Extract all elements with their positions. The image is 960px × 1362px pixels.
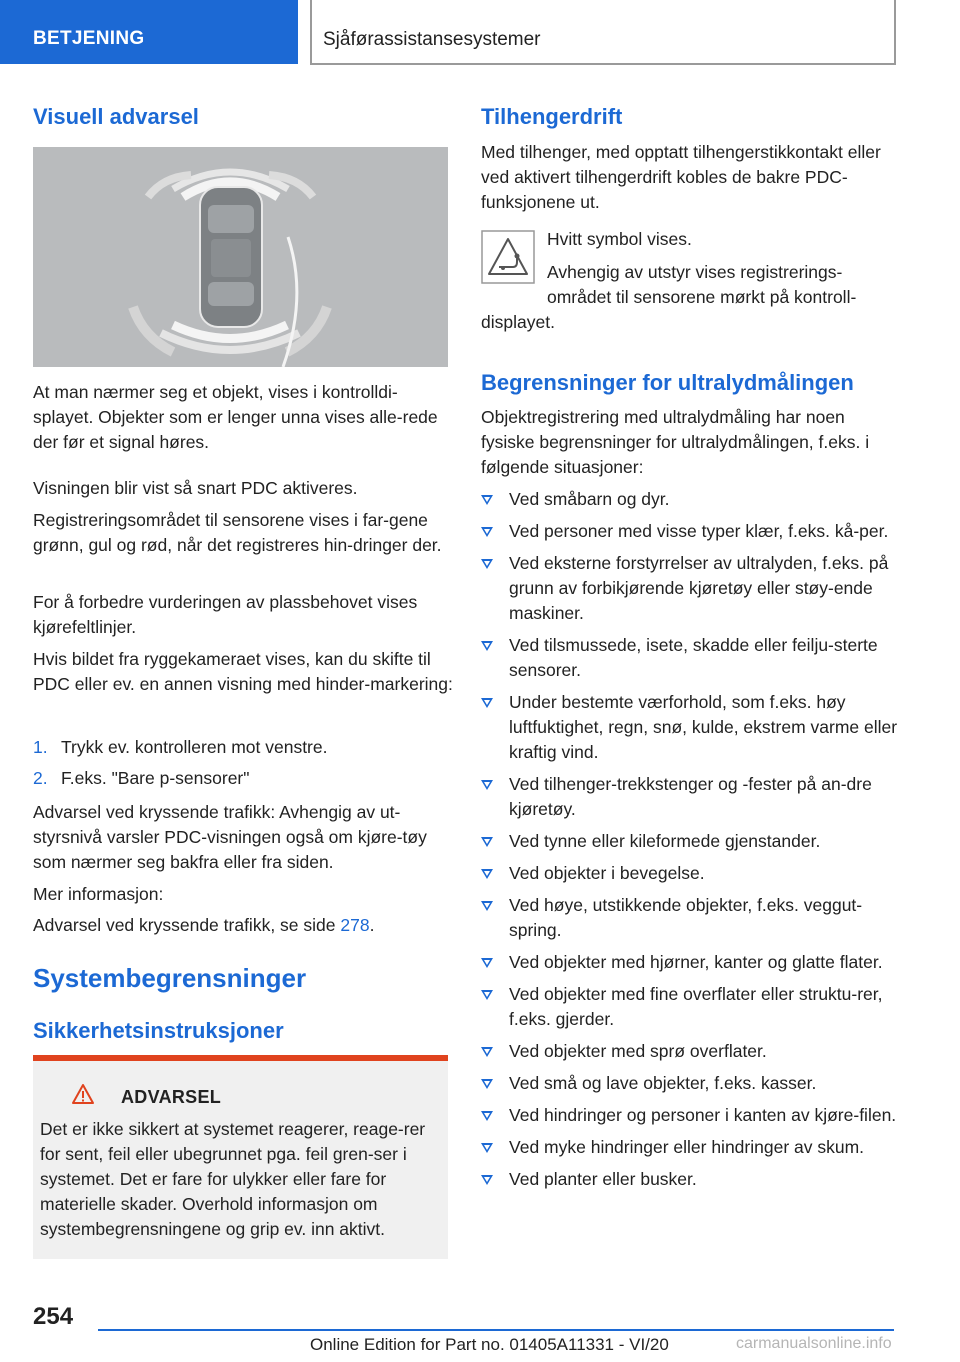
icon-desc-line-c: displayet. [481,312,555,332]
footer-edition: Online Edition for Part no. 01405A11331 - VI/20 [310,1335,669,1354]
ref-text: Advarsel ved kryssende trafikk, se side [33,915,341,935]
list-item-text: Ved objekter i bevegelse. [509,863,705,883]
page-header [0,0,960,66]
icon-desc-line-b: området til sensorene mørkt på kontroll- [547,287,857,307]
ref-end: . [369,915,375,935]
bullet-triangle-icon [481,780,493,790]
list-item [481,1135,901,1160]
para-lane-lines: For å forbedre vurderingen av plassbehovet vises kjørefeltlinjer. [33,592,418,637]
bullet-triangle-icon [481,990,493,1000]
list-item [481,982,901,1032]
list-item-text: Ved tilhenger-trekkstenger og -fester på an-dre kjøretøy. [509,774,872,819]
bullet-triangle-icon [481,958,493,968]
bullet-triangle-icon [481,527,493,537]
limitations-list [481,487,901,1199]
para-sensor-colors: Registreringsområdet til sensorene vises i far-gene grønn, gul og rød, når det registreres hin-dringer der. [33,510,442,555]
list-item [481,861,901,886]
list-item-text: Under bestemte værforhold, som f.eks. høy luftfuktighet, regn, snø, kulde, ekstrem varme eller kraftig vind. [509,692,898,762]
warning-title: ADVARSEL [121,1087,222,1107]
steps-list [33,735,448,797]
step-number: 2. [33,768,48,788]
bullet-triangle-icon [481,1079,493,1089]
para-display-shown: Visningen blir vist så snart PDC aktiveres. [33,478,358,498]
list-item-text: Ved små og lave objekter, f.eks. kasser. [509,1073,817,1093]
list-item [33,766,448,791]
list-item [481,772,901,822]
list-item [481,829,901,854]
step-text: F.eks. "Bare p-sensorer" [61,768,250,788]
heading-system-limits: Systembegrensninger [33,963,307,993]
page-link-278[interactable]: 278 [340,915,370,935]
list-item-text: Ved småbarn og dyr. [509,489,670,509]
pdc-display-illustration [33,147,448,367]
heading-ultrasonic-limits: Begrensninger for ultralydmålingen [481,370,854,395]
warning-text: Det er ikke sikkert at systemet reagerer, reage-rer for sent, feil eller ubegrunnet pga. feil gren-ser i systemet. Det er fare for ulykker eller fare for materielle skader. Overhold informasjon om systembegrensningene og grip ev. inn aktivt. [40,1119,426,1239]
para-trailer-mode: Med tilhenger, med opptatt tilhengerstikkontakt eller ved aktivert tilhengerdrift kobles de bakre PDC-funksjonene ut. [481,142,881,212]
header-divider-right [894,0,896,64]
bullet-triangle-icon [481,1111,493,1121]
list-item [481,1039,901,1064]
section-tab [0,0,298,64]
para-cross-traffic-ref [33,913,448,938]
warning-bar [33,1055,448,1061]
list-item-text: Ved personer med visse typer klær, f.eks. kå-per. [509,521,889,541]
bullet-triangle-icon [481,495,493,505]
list-item [481,1103,901,1128]
bullet-triangle-icon [481,698,493,708]
chapter-title: Sjåførassistansesystemer [323,29,541,50]
list-item [481,950,901,975]
bullet-triangle-icon [481,837,493,847]
bullet-triangle-icon [481,1047,493,1057]
para-ultrasonic-intro: Objektregistrering med ultralydmåling har noen fysiske begrensninger for ultralydmålingen, f.eks. i følgende situasjoner: [481,407,870,477]
list-item [481,893,901,943]
step-text: Trykk ev. kontrolleren mot venstre. [61,737,328,757]
list-item [481,690,901,765]
list-item-text: Ved eksterne forstyrrelser av ultralyden, f.eks. på grunn av forbikjørende kjøretøy eller støy-ende maskiner. [509,553,889,623]
page-number: 254 [33,1303,74,1330]
list-item-text: Ved objekter med fine overflater eller struktu-rer, f.eks. gjerder. [509,984,883,1029]
icon-desc-white-symbol: Hvitt symbol vises. [547,229,692,249]
list-item [481,1071,901,1096]
step-number: 1. [33,737,48,757]
heading-trailer: Tilhengerdrift [481,104,623,129]
list-item-text: Ved objekter med sprø overflater. [509,1041,767,1061]
list-item [481,1167,901,1192]
bullet-triangle-icon [481,559,493,569]
list-item [481,633,901,683]
list-item [481,519,901,544]
section-label: BETJENING [33,28,145,49]
para-rear-camera: Hvis bildet fra ryggekameraet vises, kan du skifte til PDC eller ev. en annen visning med hinder-markering: [33,649,453,694]
list-item [481,487,901,512]
para-approach-object: At man nærmer seg et objekt, vises i kontrolldi-splayet. Objekter som er lenger unna vises alle-rede der før et signal høres. [33,382,438,452]
heading-visual-warning: Visuell advarsel [33,104,199,129]
bullet-triangle-icon [481,641,493,651]
para-cross-traffic: Advarsel ved kryssende trafikk: Avhengig av ut-styrsnivå varsler PDC-visningen også om kjøre-tøy som nærmer seg bakfra eller fra siden. [33,802,427,872]
warning-box [33,1055,448,1259]
trailer-warning-icon [481,230,535,284]
bullet-triangle-icon [481,1143,493,1153]
list-item-text: Ved tynne eller kileformede gjenstander. [509,831,821,851]
header-divider-bottom [310,63,896,65]
bullet-triangle-icon [481,901,493,911]
watermark: carmanualsonline.info [736,1335,892,1352]
list-item [33,735,448,760]
bullet-triangle-icon [481,1175,493,1185]
heading-safety: Sikkerhetsinstruksjoner [33,1018,284,1043]
icon-desc-line-a: Avhengig av utstyr vises registrerings- [547,262,843,282]
list-item-text: Ved objekter med hjørner, kanter og glatte flater. [509,952,883,972]
para-more-info: Mer informasjon: [33,884,164,904]
header-divider-left [310,0,312,64]
warning-triangle-icon [71,1083,95,1105]
list-item-text: Ved hindringer og personer i kanten av kjøre-filen. [509,1105,897,1125]
list-item-text: Ved planter eller busker. [509,1169,697,1189]
list-item-text: Ved høye, utstikkende objekter, f.eks. veggut-spring. [509,895,863,940]
list-item-text: Ved tilsmussede, isete, skadde eller feilju-sterte sensorer. [509,635,878,680]
bullet-triangle-icon [481,869,493,879]
list-item-text: Ved myke hindringer eller hindringer av skum. [509,1137,865,1157]
pdc-car-graphic [33,147,448,367]
footer-rule [98,1329,894,1331]
list-item [481,551,901,626]
